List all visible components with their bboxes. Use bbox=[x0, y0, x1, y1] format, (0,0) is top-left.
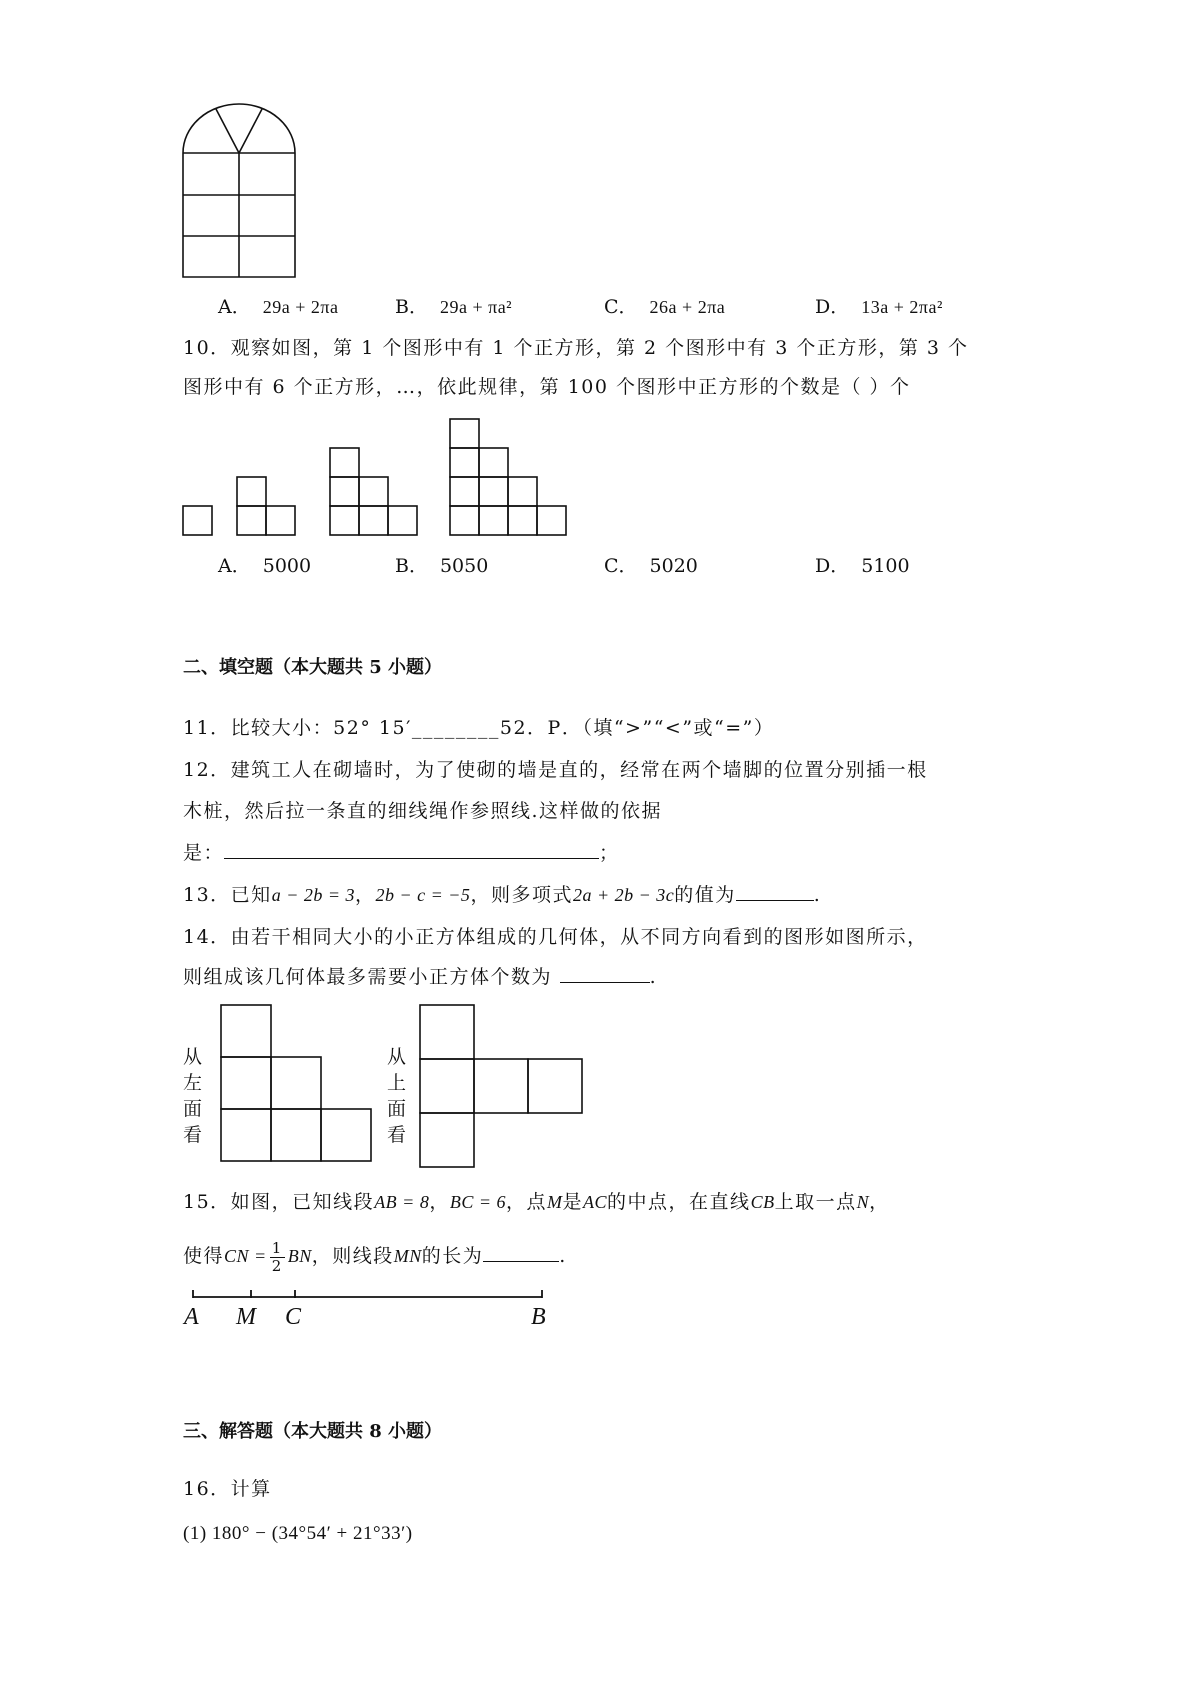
arched-window-figure bbox=[182, 103, 302, 278]
q9-option-a: A． 29a + 2πa bbox=[218, 296, 339, 318]
q9-option-c: C． 26a + 2πa bbox=[604, 296, 726, 318]
segment-figure bbox=[190, 1286, 550, 1306]
q11-text: 11．比较大小：52° 15′________52．P．（填“>”“<”或“=”） bbox=[183, 717, 775, 739]
q14-line-1: 14．由若干相同大小的小正方体组成的几何体，从不同方向看到的图形如图所示， bbox=[183, 926, 928, 948]
section-2-title: 二、填空题（本大题共 5 小题） bbox=[183, 657, 443, 678]
q14-line-2: 则组成该几何体最多需要小正方体个数为 . bbox=[183, 966, 658, 988]
q14-answer-blank[interactable] bbox=[560, 964, 650, 983]
q10-line-2: 图形中有 6 个正方形，…，依此规律，第 100 个图形中正方形的个数是（ ）个 bbox=[183, 376, 911, 398]
top-view-label: 从 上 面 看 bbox=[387, 1046, 407, 1146]
q15-line-2: 使得CN = $\frac{1}{2}$ BN，则线段MN的长为 . bbox=[183, 1238, 567, 1275]
point-b-label: B bbox=[531, 1304, 546, 1330]
q10-option-d: D． 5100 bbox=[815, 555, 910, 577]
point-c-label: C bbox=[285, 1304, 302, 1330]
q10-line-1: 10．观察如图，第 1 个图形中有 1 个正方形，第 2 个图形中有 3 个正方形，第 3 个 bbox=[183, 337, 969, 359]
q10-option-c: C． 5020 bbox=[604, 555, 698, 577]
q12-line-2: 木桩，然后拉一条直的细线绳作参照线.这样做的依据 bbox=[183, 800, 663, 822]
point-a-label: A bbox=[184, 1304, 199, 1330]
q9-option-d: D． 13a + 2πa² bbox=[815, 296, 943, 318]
q12-line-1: 12．建筑工人在砌墙时，为了使砌的墙是直的，经常在两个墙脚的位置分别插一根 bbox=[183, 759, 928, 781]
top-view-figure bbox=[419, 1004, 589, 1174]
q16-item-1: (1) 180° − (34°54′ + 21°33′) bbox=[183, 1523, 413, 1544]
left-view-figure bbox=[220, 1004, 380, 1174]
section-3-title: 三、解答题（本大题共 8 小题） bbox=[183, 1421, 443, 1442]
q12-line-3: 是： ； bbox=[183, 842, 620, 864]
q10-option-b: B． 5050 bbox=[395, 555, 489, 577]
q15-line-1: 15．如图，已知线段AB = 8，BC = 6，点M是AC的中点，在直线CB上取一点N， bbox=[183, 1191, 890, 1213]
q16-title: 16．计算 bbox=[183, 1478, 272, 1500]
q15-answer-blank[interactable] bbox=[483, 1243, 559, 1262]
point-m-label: M bbox=[236, 1304, 256, 1330]
left-view-label: 从 左 面 看 bbox=[183, 1046, 203, 1146]
q13-answer-blank[interactable] bbox=[736, 882, 814, 901]
one-half-fraction: $\frac{1}{2}$ bbox=[271, 1238, 283, 1275]
q9-option-b: B． 29a + πa² bbox=[395, 296, 513, 318]
q13-text: 13．已知a − 2b = 3，2b − c = −5，则多项式2a + 2b − 3c的值为 . bbox=[183, 884, 822, 906]
staircase-squares-figure bbox=[182, 415, 582, 540]
q10-option-a: A． 5000 bbox=[218, 555, 312, 577]
q12-answer-blank[interactable] bbox=[224, 840, 599, 859]
